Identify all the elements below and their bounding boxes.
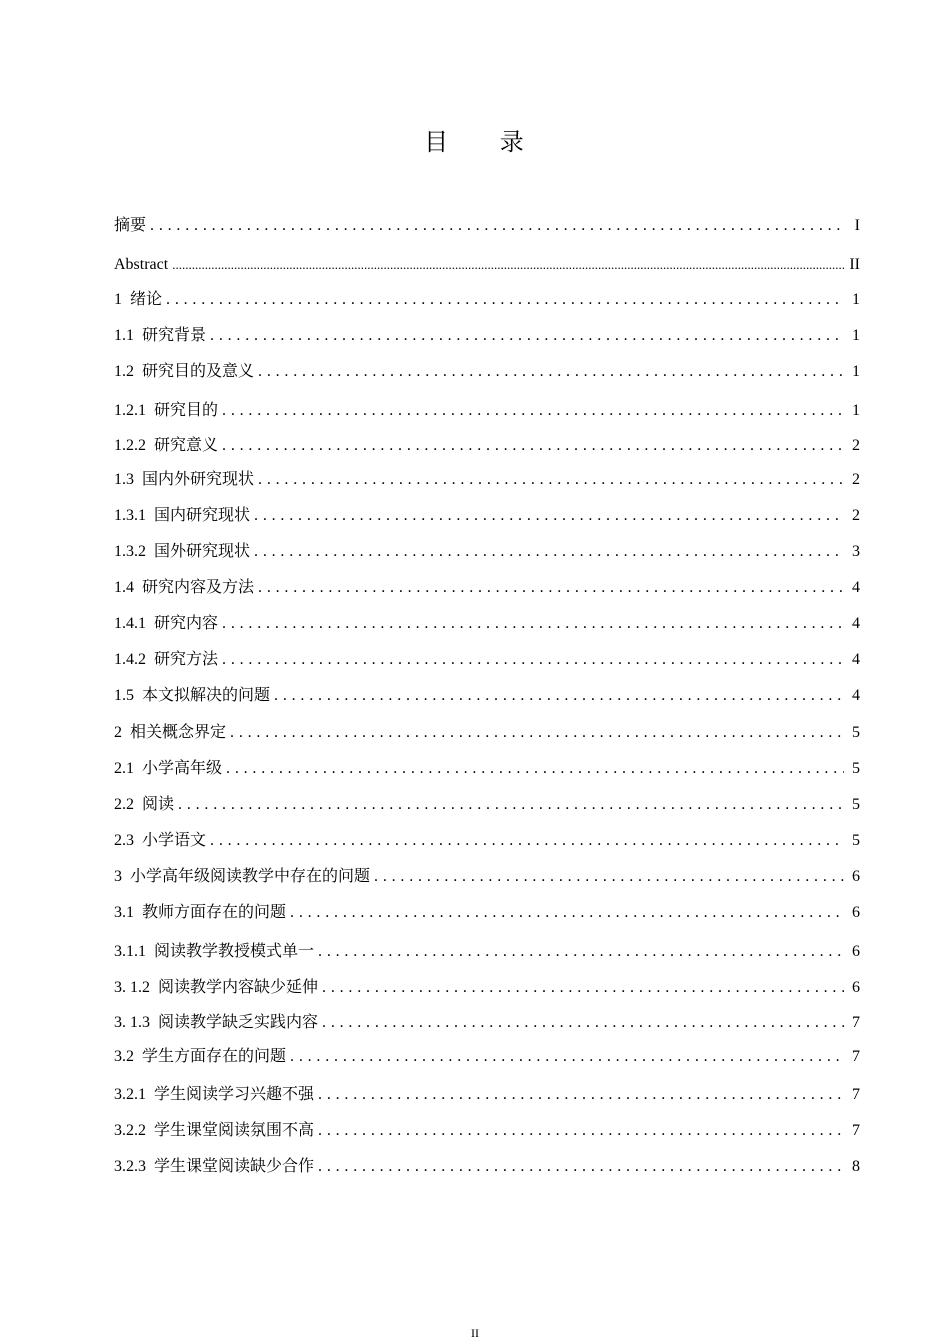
toc-entry-label: 1.3.1 国内研究现状 [114, 505, 251, 524]
toc-leader-dots [258, 468, 844, 492]
toc-leader-dots [222, 399, 844, 423]
toc-entry-label: 1.3.2 国外研究现状 [114, 541, 251, 560]
toc-entry-label: 3.1 教师方面存在的问题 [114, 902, 287, 921]
toc-entry-label: 1.2.1 研究目的 [114, 400, 219, 419]
toc-entry[interactable] [114, 793, 860, 817]
toc-entry-label: 1.2 研究目的及意义 [114, 361, 255, 380]
toc-entry-label: 3. 1.2 阅读教学内容缺少延伸 [114, 977, 319, 996]
page-title: 目 录 [424, 128, 546, 156]
toc-entry-label: 3.2 学生方面存在的问题 [114, 1046, 287, 1065]
toc-entry[interactable] [114, 757, 860, 781]
toc-page-number: 3 [852, 543, 860, 560]
toc-leader-dots [322, 1011, 844, 1035]
toc-entry-label: Abstract [114, 256, 169, 273]
toc-entry[interactable] [114, 829, 860, 853]
page-number-footer: II [471, 1326, 479, 1340]
toc-entry[interactable] [114, 360, 860, 384]
toc-page-number: 2 [852, 471, 860, 488]
toc-page-number: 7 [852, 1048, 860, 1065]
toc-leader-dots [318, 1119, 844, 1143]
toc-leader-dots [318, 1155, 844, 1179]
toc-page-number: I [854, 217, 860, 234]
toc-page-number: 5 [852, 760, 860, 777]
toc-entry[interactable] [114, 901, 860, 925]
toc-page-number: 7 [852, 1122, 860, 1139]
toc-entry-label: 2.2 阅读 [114, 794, 175, 813]
toc-leader-dots [290, 901, 844, 925]
toc-entry[interactable] [114, 940, 860, 964]
toc-entry-label: 摘要 [114, 215, 147, 234]
toc-entry-label: 3 小学高年级阅读教学中存在的问题 [114, 866, 371, 885]
toc-leader-dots [374, 865, 844, 889]
toc-leader-dots [322, 976, 844, 1000]
toc-page-number: 5 [852, 832, 860, 849]
toc-page-number: 4 [852, 579, 860, 596]
toc-entry[interactable] [114, 288, 860, 312]
toc-entry[interactable] [114, 576, 860, 600]
toc-page-number: 1 [852, 327, 860, 344]
toc-page-number: 6 [852, 943, 860, 960]
toc-entry[interactable] [114, 434, 860, 458]
toc-leader-dots [254, 504, 844, 528]
toc-leader-dots [274, 684, 844, 708]
toc-page-number: 6 [852, 979, 860, 996]
toc-entry[interactable] [114, 648, 860, 672]
toc-leader-dots [318, 940, 844, 964]
toc-entry-label: 1.2.2 研究意义 [114, 435, 219, 454]
toc-leader-dots [318, 1083, 844, 1107]
toc-entry[interactable] [114, 468, 860, 492]
toc-page-number: 2 [852, 437, 860, 454]
toc-page-number: 5 [852, 796, 860, 813]
toc-entry[interactable] [114, 976, 860, 1000]
toc-leader-dots [166, 288, 844, 312]
toc-entry[interactable] [114, 1119, 860, 1143]
toc-leader-dots [178, 793, 844, 817]
toc-entry[interactable] [114, 324, 860, 348]
toc-page-number: 1 [852, 402, 860, 419]
toc-page-number: 1 [852, 363, 860, 380]
toc-entry-label: 1.4.2 研究方法 [114, 649, 219, 668]
toc-entry-label: 1.3 国内外研究现状 [114, 469, 255, 488]
toc-page-number: 4 [852, 651, 860, 668]
toc-page-number: 5 [852, 724, 860, 741]
toc-leader-dots [150, 214, 844, 238]
toc-entry-label: 1.4 研究内容及方法 [114, 577, 255, 596]
toc-entry[interactable] [114, 1155, 860, 1179]
toc-entry[interactable] [114, 504, 860, 528]
toc-entry-label: 2.1 小学高年级 [114, 758, 223, 777]
toc-entry[interactable] [114, 612, 860, 636]
toc-leader-dots [172, 253, 844, 277]
toc-entry-label: 3.1.1 阅读教学教授模式单一 [114, 941, 315, 960]
toc-entry[interactable] [114, 1011, 860, 1035]
toc-entry-label: 3.2.3 学生课堂阅读缺少合作 [114, 1156, 315, 1175]
toc-page-number: 7 [852, 1014, 860, 1031]
toc-leader-dots [258, 360, 844, 384]
toc-leader-dots [222, 648, 844, 672]
toc-page-number: 6 [852, 868, 860, 885]
toc-entry[interactable] [114, 1083, 860, 1107]
toc-leader-dots [290, 1045, 844, 1069]
toc-entry-label: 1.4.1 研究内容 [114, 613, 219, 632]
toc-leader-dots [254, 540, 844, 564]
toc-entry[interactable] [114, 540, 860, 564]
toc-entry-label: 2 相关概念界定 [114, 722, 227, 741]
toc-page-number: 2 [852, 507, 860, 524]
toc-page-number: 8 [852, 1158, 860, 1175]
toc-leader-dots [226, 757, 844, 781]
toc-page-number: II [849, 256, 860, 273]
toc-entry[interactable] [114, 399, 860, 423]
toc-entry-label: 3.2.2 学生课堂阅读氛围不高 [114, 1120, 315, 1139]
toc-page-number: 7 [852, 1086, 860, 1103]
toc-entry-abstract-en[interactable] [114, 253, 860, 277]
toc-leader-dots [258, 576, 844, 600]
toc-leader-dots [210, 829, 844, 853]
toc-leader-dots [222, 612, 844, 636]
toc-entry[interactable] [114, 1045, 860, 1069]
toc-leader-dots [230, 721, 844, 745]
toc-entry[interactable] [114, 721, 860, 745]
toc-entry-label: 1.1 研究背景 [114, 325, 207, 344]
toc-entry-label: 1.5 本文拟解决的问题 [114, 685, 271, 704]
toc-page-number: 6 [852, 904, 860, 921]
toc-page-number: 4 [852, 687, 860, 704]
toc-entry[interactable] [114, 865, 860, 889]
toc-entry-abstract-cn[interactable] [114, 214, 860, 238]
toc-entry-label: 1 绪论 [114, 289, 163, 308]
toc-leader-dots [210, 324, 844, 348]
toc-entry[interactable] [114, 684, 860, 708]
toc-entry-label: 3.2.1 学生阅读学习兴趣不强 [114, 1084, 315, 1103]
toc-page-number: 4 [852, 615, 860, 632]
toc-entry-label: 3. 1.3 阅读教学缺乏实践内容 [114, 1012, 319, 1031]
toc-entry-label: 2.3 小学语文 [114, 830, 207, 849]
toc-leader-dots [222, 434, 844, 458]
toc-page-number: 1 [852, 291, 860, 308]
